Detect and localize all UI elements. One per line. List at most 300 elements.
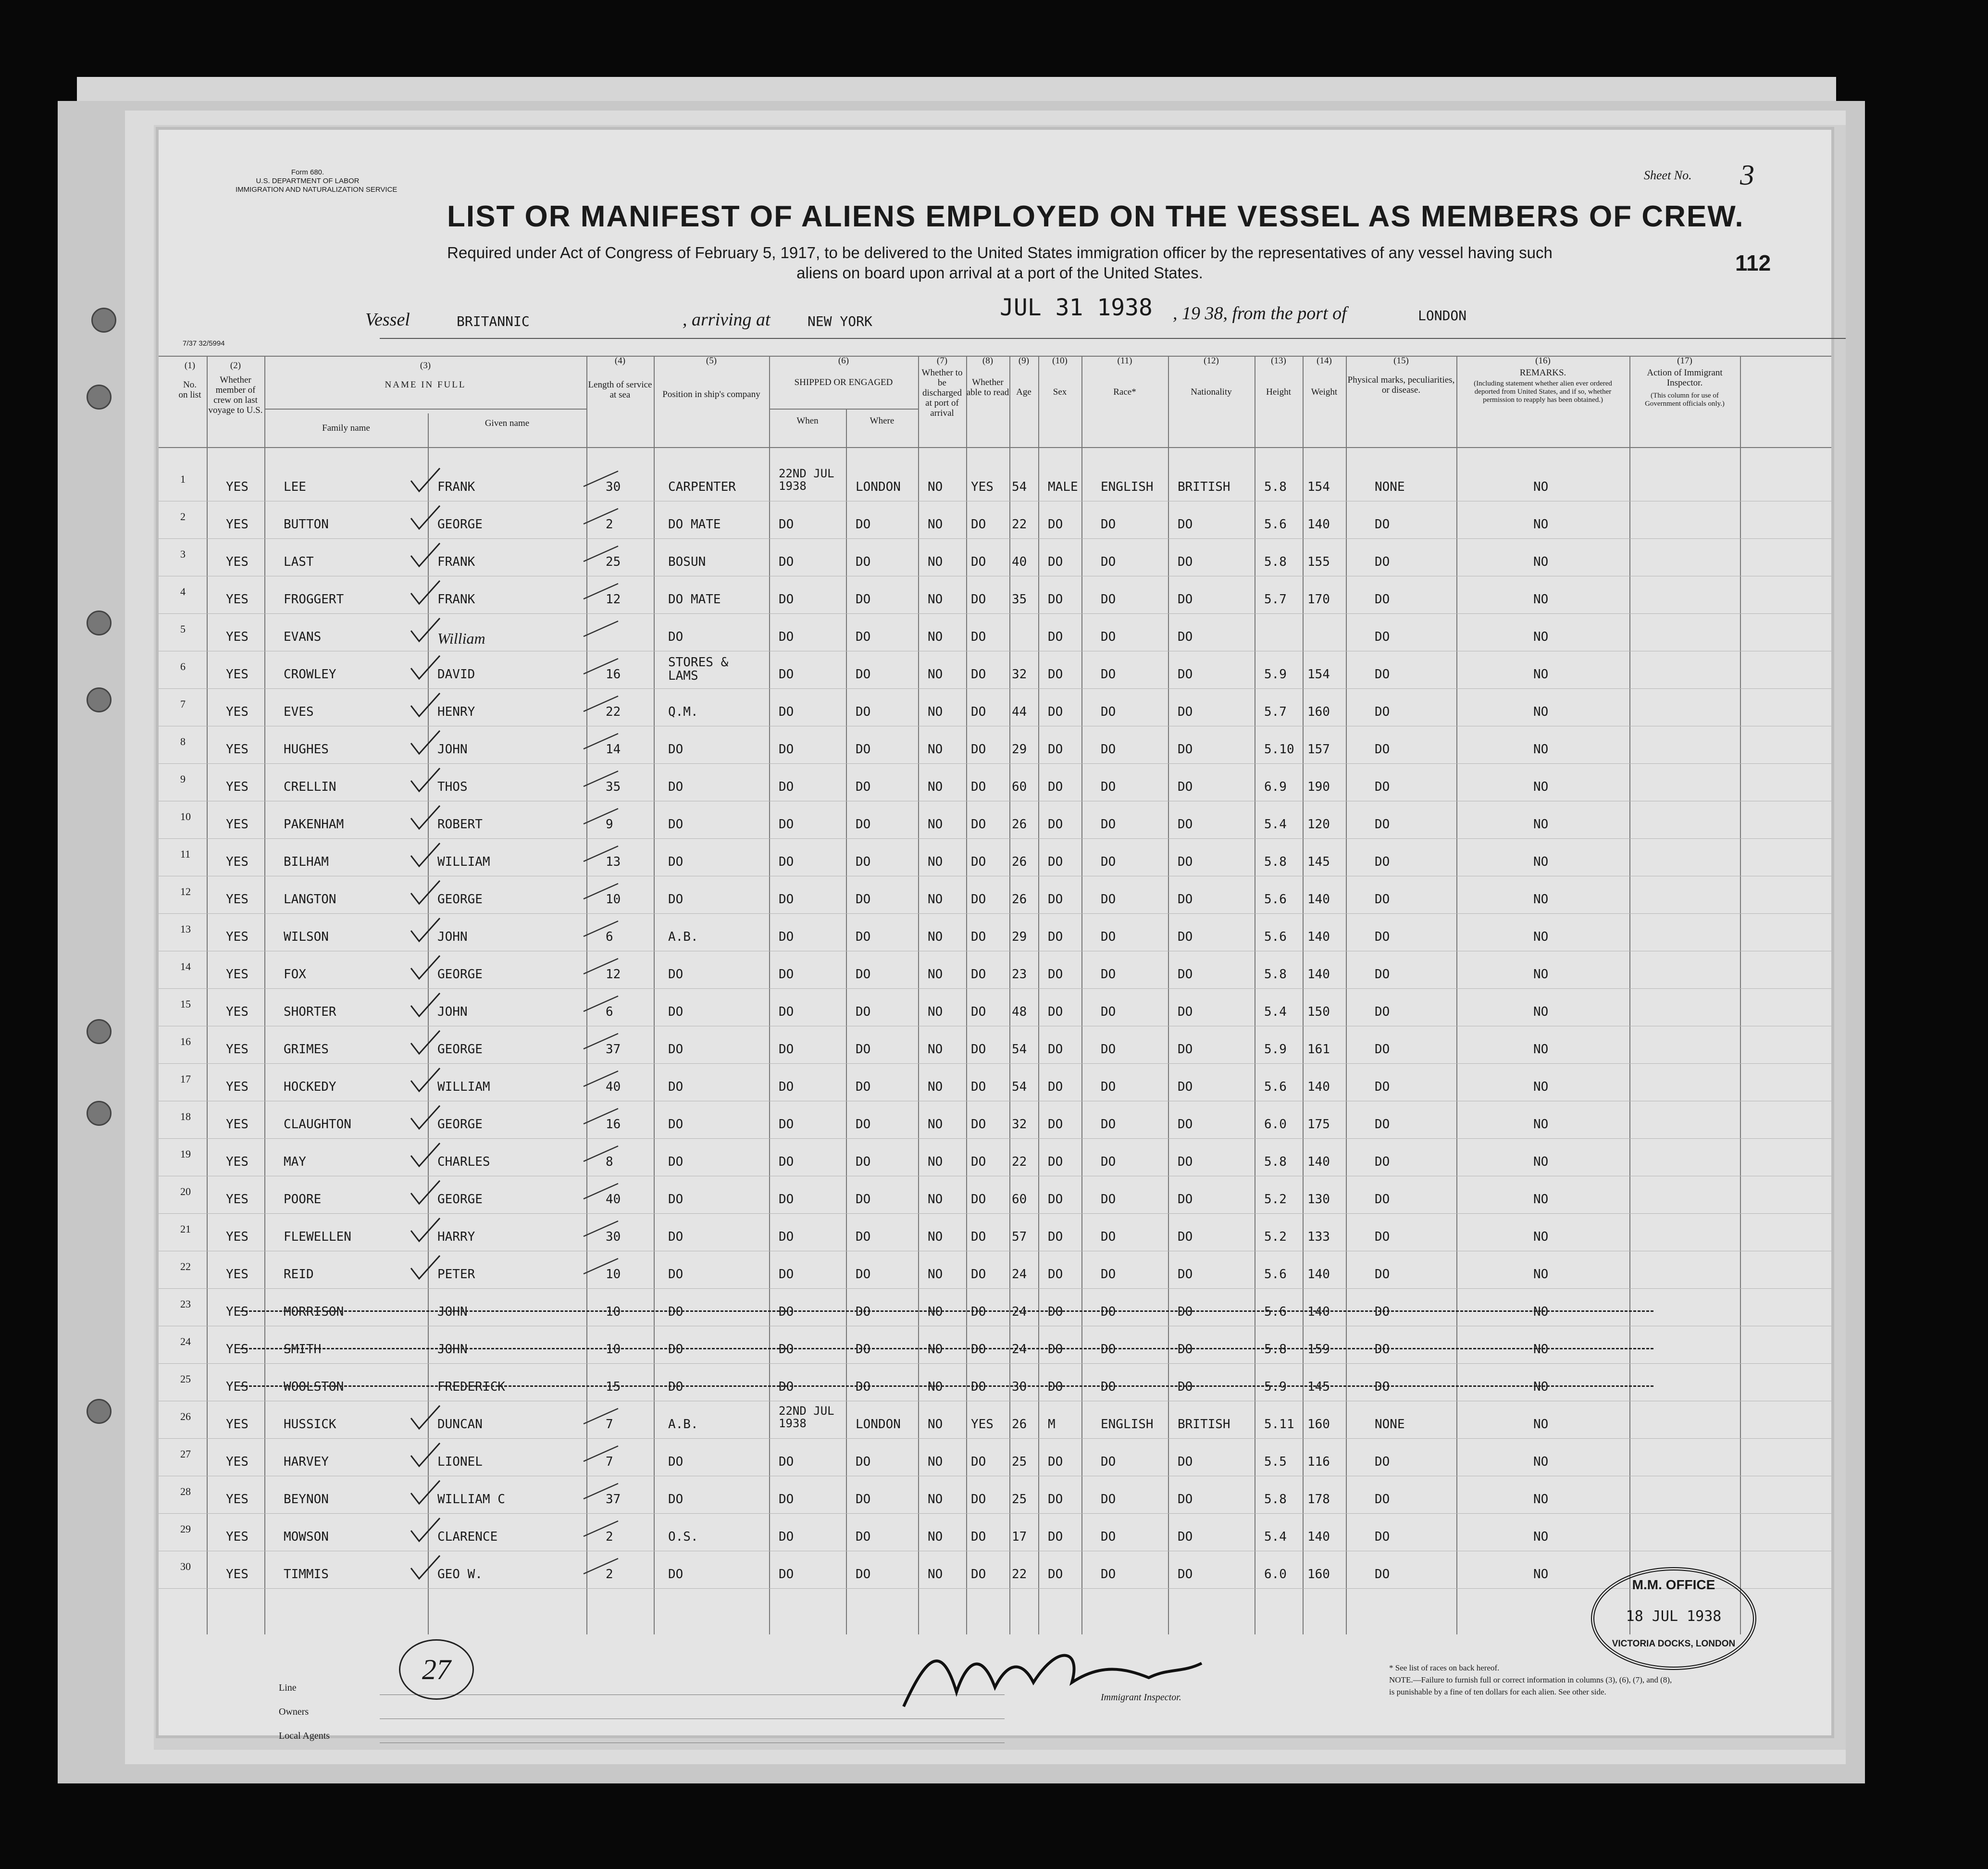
nationality: DO [1178,1080,1193,1094]
physical-marks: DO [1375,1455,1390,1469]
nationality: BRITISH [1178,480,1230,494]
shipped-when: DO [779,592,794,607]
check-mark [409,654,442,683]
shipped-when: DO [779,892,794,907]
position: DO [668,855,683,869]
able-to-read: DO [971,930,986,944]
position: A.B. [668,1417,698,1432]
shipped-when: DO [779,555,794,569]
row-number: 13 [180,923,191,935]
row-number: 8 [180,735,186,748]
crew-last-voyage: YES [226,1192,248,1207]
shipped-when: DO [779,1567,794,1582]
row-number: 12 [180,885,191,897]
age: 54 [1012,1080,1027,1094]
position: A.B. [668,930,698,944]
family-name: BUTTON [284,517,329,532]
shipped-where: DO [856,1117,871,1132]
column-rule [966,356,967,1634]
crew-last-voyage: YES [226,1305,248,1319]
age: 29 [1012,930,1027,944]
age: 22 [1012,517,1027,532]
able-to-read: DO [971,667,986,682]
height: 5.8 [1264,1342,1287,1357]
crew-last-voyage: YES [226,667,248,682]
physical-marks: DO [1375,742,1390,757]
able-to-read: DO [971,555,986,569]
column-rule [264,356,265,1634]
race: DO [1101,742,1116,757]
given-name: HENRY [437,705,475,719]
able-to-read: DO [971,967,986,982]
column-rule [1303,356,1304,1634]
sheet-label: Sheet No. [1644,168,1692,182]
col-12-number: (12) [1204,356,1219,366]
remarks: NO [1533,967,1549,982]
height: 5.8 [1264,480,1287,494]
physical-marks: NONE [1375,480,1405,494]
sex: DO [1048,1192,1063,1207]
discharged: NO [928,705,943,719]
able-to-read: DO [971,780,986,794]
check-mark [409,466,442,495]
failure-note: NOTE.—Failure to furnish full or correct information in columns (3), (6), (7), and (8), [1389,1675,1672,1684]
weight: 190 [1307,780,1330,794]
height: 5.4 [1264,1530,1287,1544]
row-number: 30 [180,1560,191,1572]
weight: 155 [1307,555,1330,569]
col-6-number: (6) [838,356,849,366]
row-number: 20 [180,1185,191,1197]
position: DO [668,1230,683,1244]
given-name: JOHN [437,1342,468,1357]
height: 6.9 [1264,780,1287,794]
shipped-when: DO [779,1492,794,1507]
family-name: HUSSICK [284,1417,336,1432]
check-mark [409,1516,442,1545]
given-name: WILLIAM C [437,1492,505,1507]
physical-marks: DO [1375,630,1390,644]
discharged: NO [928,1530,943,1544]
check-mark [409,1104,442,1133]
check-mark [409,1554,442,1582]
remarks: NO [1533,555,1549,569]
sex: DO [1048,817,1063,832]
position: DO [668,1117,683,1132]
physical-marks: DO [1375,1380,1390,1394]
able-to-read: DO [971,1342,986,1357]
discharged: NO [928,1005,943,1019]
race: DO [1101,1567,1116,1582]
service-length: 10 [606,1305,621,1319]
tick-mark [582,582,620,601]
family-name: BEYNON [284,1492,329,1507]
given-name: GEORGE [437,1192,483,1207]
discharged: NO [928,1192,943,1207]
check-mark [409,616,442,645]
weight: 145 [1307,1380,1330,1394]
crew-last-voyage: YES [226,592,248,607]
physical-marks: DO [1375,892,1390,907]
service-name: IMMIGRATION AND NATURALIZATION SERVICE [236,186,398,194]
age: 60 [1012,1192,1027,1207]
document-subtitle [327,243,1673,283]
weight: 130 [1307,1192,1330,1207]
position: DO [668,742,683,757]
crew-last-voyage: YES [226,705,248,719]
discharged: NO [928,930,943,944]
weight: 175 [1307,1117,1330,1132]
check-mark [409,504,442,533]
given-name: ROBERT [437,817,483,832]
shipped-when: DO [779,817,794,832]
weight: 170 [1307,592,1330,607]
row-number: 27 [180,1448,191,1460]
shipped-where: DO [856,592,871,607]
row-number: 3 [180,548,186,560]
crew-last-voyage: YES [226,517,248,532]
shipped-where: DO [856,855,871,869]
column-rule [1456,356,1457,1634]
tick-mark [582,1032,620,1051]
col-7-header: Whether to be discharged at port of arrival [921,368,963,418]
nationality: DO [1178,967,1193,982]
height: 5.7 [1264,592,1287,607]
service-length: 37 [606,1042,621,1057]
shipped-when: DO [779,705,794,719]
race: DO [1101,1005,1116,1019]
weight: 140 [1307,1267,1330,1282]
check-mark [409,1179,442,1208]
service-length: 16 [606,667,621,682]
race: DO [1101,1380,1116,1394]
weight: 145 [1307,855,1330,869]
check-mark [409,1254,442,1283]
race: DO [1101,1042,1116,1057]
tick-mark [582,957,620,976]
arrival-port: NEW YORK [808,313,872,329]
height: 5.8 [1264,1492,1287,1507]
row-rule [159,1588,1831,1589]
service-length: 10 [606,1267,621,1282]
given-name: LIONEL [437,1455,483,1469]
able-to-read: DO [971,1492,986,1507]
shipped-where: DO [856,1080,871,1094]
col-14-header: Weight [1311,387,1338,397]
check-mark [409,841,442,870]
service-length: 10 [606,1342,621,1357]
tick-mark [582,769,620,788]
race: DO [1101,930,1116,944]
sex: DO [1048,1305,1063,1319]
shipped-when: DO [779,742,794,757]
discharged: NO [928,742,943,757]
physical-marks: DO [1375,855,1390,869]
race: DO [1101,1342,1116,1357]
remarks: NO [1533,592,1549,607]
col-2-header: Whether member of crew on last voyage to U.S. [208,375,263,415]
col-3-number: (3) [420,361,431,371]
arriving-label: , arriving at [683,310,770,330]
punch-hole [87,1101,112,1126]
row-number: 5 [180,623,186,635]
crew-last-voyage: YES [226,480,248,494]
check-mark [409,954,442,983]
weight: 140 [1307,1305,1330,1319]
race: DO [1101,1492,1116,1507]
tick-mark [582,1219,620,1238]
sex: DO [1048,1380,1063,1394]
family-name: REID [284,1267,314,1282]
col-3-header: NAME IN FULL [385,380,466,390]
remarks: NO [1533,1117,1549,1132]
shipped-where: DO [856,1492,871,1507]
nationality: DO [1178,592,1193,607]
position: DO [668,1492,683,1507]
shipped-when: DO [779,1042,794,1057]
service-length: 40 [606,1192,621,1207]
able-to-read: DO [971,1230,986,1244]
column-rule [918,356,919,1634]
crew-last-voyage: YES [226,1530,248,1544]
tick-mark [582,844,620,863]
service-length: 12 [606,592,621,607]
able-to-read: YES [971,480,994,494]
shipped-where: DO [856,1305,871,1319]
shipped-when: DO [779,1155,794,1169]
tick-mark [582,694,620,713]
row-rule [159,1138,1831,1139]
col-9-number: (9) [1018,356,1030,366]
row-number: 29 [180,1523,191,1535]
age: 30 [1012,1380,1027,1394]
discharged: NO [928,1155,943,1169]
family-name: HOCKEDY [284,1080,336,1094]
page-number: 112 [1735,250,1771,275]
position: DO [668,1042,683,1057]
age: 48 [1012,1005,1027,1019]
nationality: DO [1178,630,1193,644]
service-length: 9 [606,817,613,832]
col-4-number: (4) [614,356,626,366]
race: DO [1101,1455,1116,1469]
tick-mark [582,732,620,751]
physical-marks: DO [1375,1005,1390,1019]
service-length: 7 [606,1417,613,1432]
race: DO [1101,517,1116,532]
remarks: NO [1533,630,1549,644]
crew-last-voyage: YES [226,1005,248,1019]
col-16-header: REMARKS. [1519,368,1566,378]
height: 5.6 [1264,1080,1287,1094]
age: 22 [1012,1567,1027,1582]
remarks: NO [1533,817,1549,832]
shipped-when: DO [779,780,794,794]
family-name: LANGTON [284,892,336,907]
discharged: NO [928,780,943,794]
family-name: LAST [284,555,314,569]
age: 35 [1012,592,1027,607]
row-number: 19 [180,1148,191,1160]
col-8-header: Whether able to read [966,377,1009,398]
races-note: * See list of races on back hereof. [1389,1663,1500,1672]
weight: 160 [1307,1417,1330,1432]
race: DO [1101,780,1116,794]
discharged: NO [928,1380,943,1394]
shipped-where: DO [856,1192,871,1207]
col-9-header: Age [1016,387,1031,397]
nationality: DO [1178,1342,1193,1357]
able-to-read: DO [971,892,986,907]
nationality: DO [1178,667,1193,682]
weight: 140 [1307,517,1330,532]
family-name: MORRISON [284,1305,344,1319]
row-number: 22 [180,1260,191,1272]
family-name: MOWSON [284,1530,329,1544]
discharged: NO [928,1117,943,1132]
height: 5.6 [1264,892,1287,907]
name-subdivider [264,409,586,410]
service-length: 14 [606,742,621,757]
family-name: HUGHES [284,742,329,757]
shipped-where: DO [856,1267,871,1282]
race: DO [1101,817,1116,832]
family-name: FLEWELLEN [284,1230,351,1244]
col-7-number: (7) [936,356,948,366]
given-name: PETER [437,1267,475,1282]
crew-last-voyage: YES [226,1080,248,1094]
position: DO [668,1267,683,1282]
crew-last-voyage: YES [226,817,248,832]
given-name: WILLIAM [437,855,490,869]
handwritten-count: 27 [399,1639,474,1700]
remarks: NO [1533,1530,1549,1544]
position: DO [668,1455,683,1469]
age: 24 [1012,1305,1027,1319]
service-length: 35 [606,780,621,794]
height: 5.6 [1264,1305,1287,1319]
physical-marks: NONE [1375,1417,1405,1432]
weight: 140 [1307,1155,1330,1169]
family-name: POORE [284,1192,322,1207]
shipped-when: 22ND JUL 1938 [779,1404,834,1430]
col-16-note: (Including statement whether alien ever ordered deported from United States, and if so, whether permission to reapply has been obtained.) [1474,380,1612,404]
discharged: NO [928,1080,943,1094]
shipped-when: DO [779,667,794,682]
given-name: JOHN [437,1005,468,1019]
col-5-header: Position in ship's company [662,389,760,399]
physical-marks: DO [1375,817,1390,832]
age: 26 [1012,1417,1027,1432]
check-mark [409,991,442,1020]
remarks: NO [1533,1342,1549,1357]
able-to-read: DO [971,705,986,719]
punch-hole [87,1399,112,1424]
sex: DO [1048,705,1063,719]
remarks: NO [1533,1230,1549,1244]
sex: DO [1048,1530,1063,1544]
col-17-number: (17) [1677,356,1692,366]
able-to-read: DO [971,592,986,607]
service-length: 10 [606,892,621,907]
sex: DO [1048,1155,1063,1169]
race: DO [1101,555,1116,569]
physical-marks: DO [1375,667,1390,682]
remarks: NO [1533,1380,1549,1394]
service-length: 12 [606,967,621,982]
discharged: NO [928,892,943,907]
discharged: NO [928,592,943,607]
position: STORES & LAMS [668,655,729,683]
sex: DO [1048,667,1063,682]
service-length: 2 [606,1530,613,1544]
col-5-number: (5) [706,356,717,366]
given-name: GEORGE [437,517,483,532]
column-rule [654,356,655,1634]
col-13-number: (13) [1271,356,1286,366]
shipped-when: DO [779,967,794,982]
stamp-office: M.M. OFFICE [1632,1577,1715,1592]
family-name: WILSON [284,930,329,944]
age: 29 [1012,742,1027,757]
col-8-number: (8) [982,356,994,366]
col-1-header: No. on list [178,380,201,400]
nationality: DO [1178,1155,1193,1169]
height: 5.2 [1264,1230,1287,1244]
col-11-header: Race* [1113,387,1136,397]
sex: DO [1048,930,1063,944]
service-length: 13 [606,855,621,869]
tick-mark [582,1107,620,1126]
given-name: CLARENCE [437,1530,498,1544]
check-mark [409,1141,442,1170]
discharged: NO [928,967,943,982]
column-rule [1629,356,1630,1634]
height: 6.0 [1264,1117,1287,1132]
punch-hole [87,1019,112,1044]
row-number: 4 [180,586,186,598]
row-number: 25 [180,1373,191,1385]
vessel-name: BRITANNIC [457,313,530,329]
punch-hole [87,385,112,410]
crew-last-voyage: YES [226,630,248,644]
given-name: JOHN [437,1305,468,1319]
remarks: NO [1533,1305,1549,1319]
able-to-read: DO [971,1567,986,1582]
row-rule [159,1363,1831,1364]
row-number: 10 [180,810,191,822]
able-to-read: DO [971,630,986,644]
shipped-where: DO [856,555,871,569]
shipped-when: DO [779,1342,794,1357]
race: DO [1101,1305,1116,1319]
weight: 161 [1307,1042,1330,1057]
physical-marks: DO [1375,780,1390,794]
height: 5.8 [1264,1155,1287,1169]
weight: 150 [1307,1005,1330,1019]
family-name: TIMMIS [284,1567,329,1582]
able-to-read: DO [971,1155,986,1169]
shipped-when: DO [779,930,794,944]
shipped-where: DO [856,1042,871,1057]
row-number: 2 [180,511,186,523]
crew-last-voyage: YES [226,1267,248,1282]
check-mark [409,1029,442,1058]
sex: DO [1048,892,1063,907]
sex: DO [1048,1492,1063,1507]
family-name: GRIMES [284,1042,329,1057]
row-rule [159,613,1831,614]
